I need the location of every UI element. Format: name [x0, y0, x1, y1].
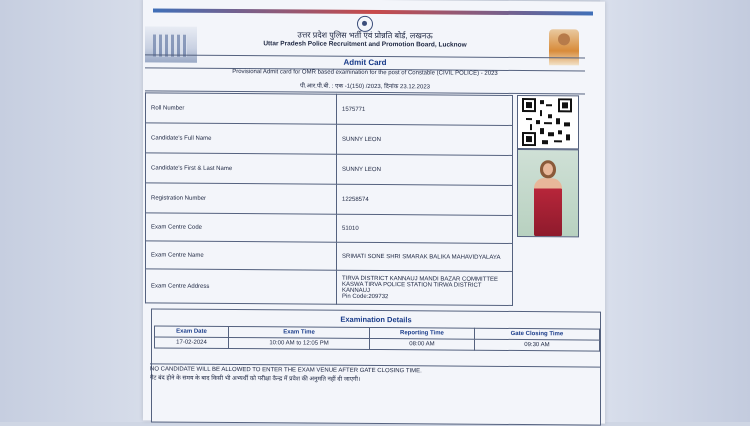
pin-code: Pin Code:209732: [342, 293, 389, 300]
board-header: [145, 12, 585, 55]
exam-centre-address-label: Exam Centre Address: [146, 269, 337, 304]
examination-details-table: [154, 325, 600, 351]
table-row: [146, 93, 513, 126]
table-row: [146, 183, 513, 216]
table-row: [146, 269, 513, 306]
exam-centre-address-value: TIRVA DISTRICT KANNAUJ MANDI BAZAR COMMITTEE KASWA TIRVA POLICE STATION TIRWA DISTRICT KANNAUJ: [342, 275, 499, 294]
examination-details-section: [151, 308, 601, 425]
candidate-details-table: [145, 92, 513, 306]
exam-centre-address-cell: [337, 270, 513, 305]
full-name-label: Candidate's Full Name: [146, 123, 337, 154]
table-row: [146, 123, 513, 156]
exam-centre-code-label: Exam Centre Code: [146, 213, 337, 242]
board-title-hindi: उत्तर प्रदेश पुलिस भर्ती एवं प्रोन्नति बोर्ड, लखनऊ: [297, 30, 433, 41]
registration-number-label: Registration Number: [146, 183, 337, 214]
exam-centre-name-value: SRIMATI SONE SHRI SMARAK BALIKA MAHAVIDYALAYA: [337, 242, 513, 271]
table-row: [155, 337, 600, 351]
candidate-photo: [517, 149, 579, 237]
exam-time-value: 10:00 AM to 12:05 PM: [229, 337, 370, 349]
photo-figure-face: [543, 163, 553, 175]
registration-number-value: 12258574: [337, 184, 513, 215]
exam-centre-name-label: Exam Centre Name: [146, 241, 337, 270]
table-row: [146, 241, 513, 272]
table-row: [146, 213, 513, 244]
background-right: [600, 0, 750, 422]
gate-closing-time-value: 09:30 AM: [474, 339, 599, 351]
table-row: [146, 153, 513, 186]
examination-details-title: Examination Details: [340, 314, 412, 325]
exam-date-value: 17-02-2024: [155, 337, 229, 349]
reporting-time-value: 08:00 AM: [370, 338, 475, 350]
qr-code-icon: [517, 95, 579, 149]
admit-card-title: Admit Card: [145, 54, 585, 71]
photo-figure-body: [534, 178, 562, 236]
exam-centre-code-value: 51010: [337, 214, 513, 243]
roll-number-label: Roll Number: [146, 93, 337, 124]
background-left: [0, 0, 150, 422]
roll-number-value: 1575771: [337, 94, 513, 125]
exam-date-header: Exam Date: [155, 326, 229, 338]
first-last-name-label: Candidate's First & Last Name: [146, 153, 337, 184]
advertisement-number: पी.आर.पी.बी. : एक -1(150) /2023, दिनांक 23.12.2023: [145, 80, 585, 94]
gate-closing-time-header: Gate Closing Time: [474, 328, 599, 340]
first-last-name-value: SUNNY LEON: [337, 154, 513, 185]
full-name-value: SUNNY LEON: [337, 124, 513, 155]
gate-closing-note-hindi: गेट बंद होने के समय के बाद किसी भी अभ्यर्थी को परीक्षा केन्द्र में प्रवेश की अनुमति नहीं दी जाएगी।: [150, 375, 361, 383]
exam-time-header: Exam Time: [229, 326, 370, 338]
reporting-time-header: Reporting Time: [370, 327, 475, 339]
provisional-line: Provisional Admit card for OMR based examination for the post of Constable (CIVIL POLICE) - 2023: [232, 69, 498, 77]
board-title-english: Uttar Pradesh Police Recruitment and Promotion Board, Lucknow: [263, 40, 467, 49]
admit-card-sheet: [143, 0, 605, 424]
gate-closing-note-english: NO CANDIDATE WILL BE ALLOWED TO ENTER THE EXAM VENUE AFTER GATE CLOSING TIME.: [150, 363, 600, 375]
